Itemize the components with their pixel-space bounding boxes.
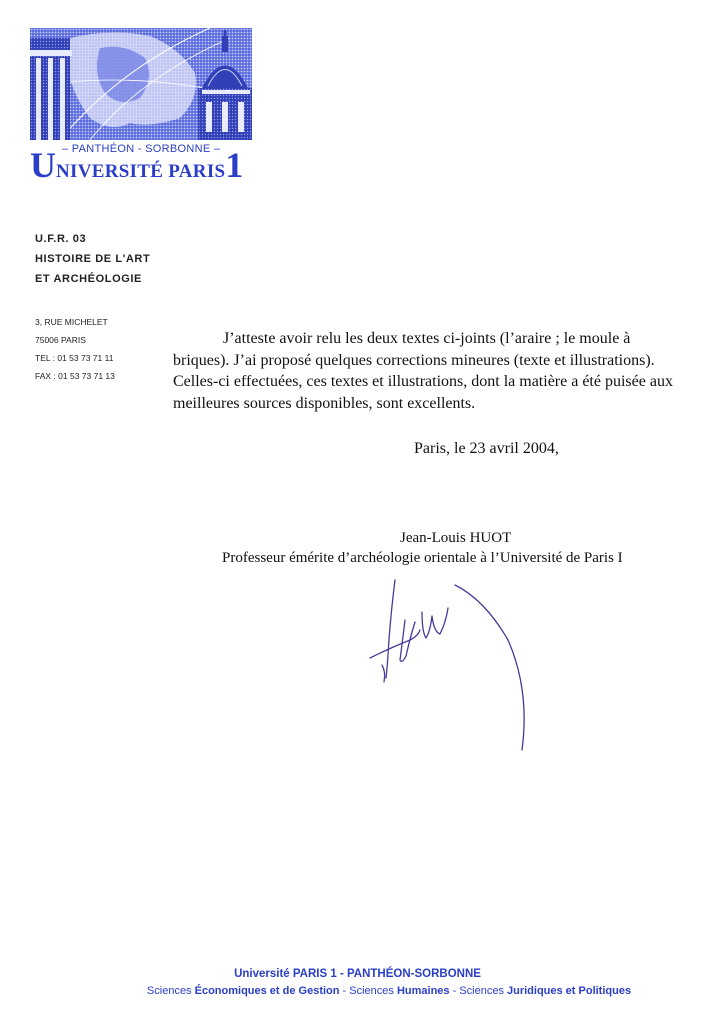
footer-faculties	[0, 985, 715, 997]
fax: FAX : 01 53 73 71 13	[35, 371, 115, 381]
address-street: 3, RUE MICHELET	[35, 317, 108, 327]
letter-body	[173, 328, 673, 414]
body-line-1: J’atteste avoir relu les deux textes ci-joints (l’araire ; le moule à	[223, 330, 631, 347]
letter-date: Paris, le 23 avril 2004,	[414, 440, 559, 457]
footer-sep-2: - Sciences	[449, 985, 507, 997]
body-line-4: meilleures sources disponibles, sont excellents.	[173, 394, 476, 412]
logo-subtitle: – PANTHÉON - SORBONNE –	[62, 143, 221, 155]
logo-initial: U	[30, 145, 56, 185]
address-city: 75006 PARIS	[35, 335, 86, 345]
footer-sciences: Sciences	[146, 985, 192, 997]
body-line-2: briques). J’ai proposé quelques corrections mineures (texte et illustrations).	[173, 351, 655, 369]
signer-title: Professeur émérite d’archéologie orientale à l’Université de Paris I	[222, 550, 623, 566]
footer-sep-1: - Sciences	[339, 985, 397, 997]
university-logo	[30, 28, 252, 185]
footer-hum: Humaines	[396, 985, 450, 997]
ufr-label: U.F.R. 03	[35, 233, 87, 245]
department-line-2: ET ARCHÉOLOGIE	[35, 273, 142, 285]
body-line-3: Celles-ci effectuées, ces textes et illustrations, dont la matière a été puisée aux	[173, 373, 673, 390]
footer-jur: Juridiques et Politiques	[507, 985, 632, 997]
department-line-1: HISTOIRE DE L'ART	[35, 253, 151, 265]
footer-university: Université PARIS 1 - PANTHÉON-SORBONNE	[234, 968, 481, 980]
logo-wordmark	[30, 147, 252, 183]
telephone: TEL : 01 53 73 71 11	[35, 353, 114, 363]
logo-number: 1	[225, 145, 244, 185]
logo-name: NIVERSITÉ PARIS	[56, 161, 226, 182]
footer-eco: Économiques et de Gestion	[194, 985, 340, 997]
signer-name: Jean-Louis HUOT	[400, 530, 512, 546]
logo-image	[30, 28, 252, 140]
handwritten-signature	[360, 560, 540, 760]
